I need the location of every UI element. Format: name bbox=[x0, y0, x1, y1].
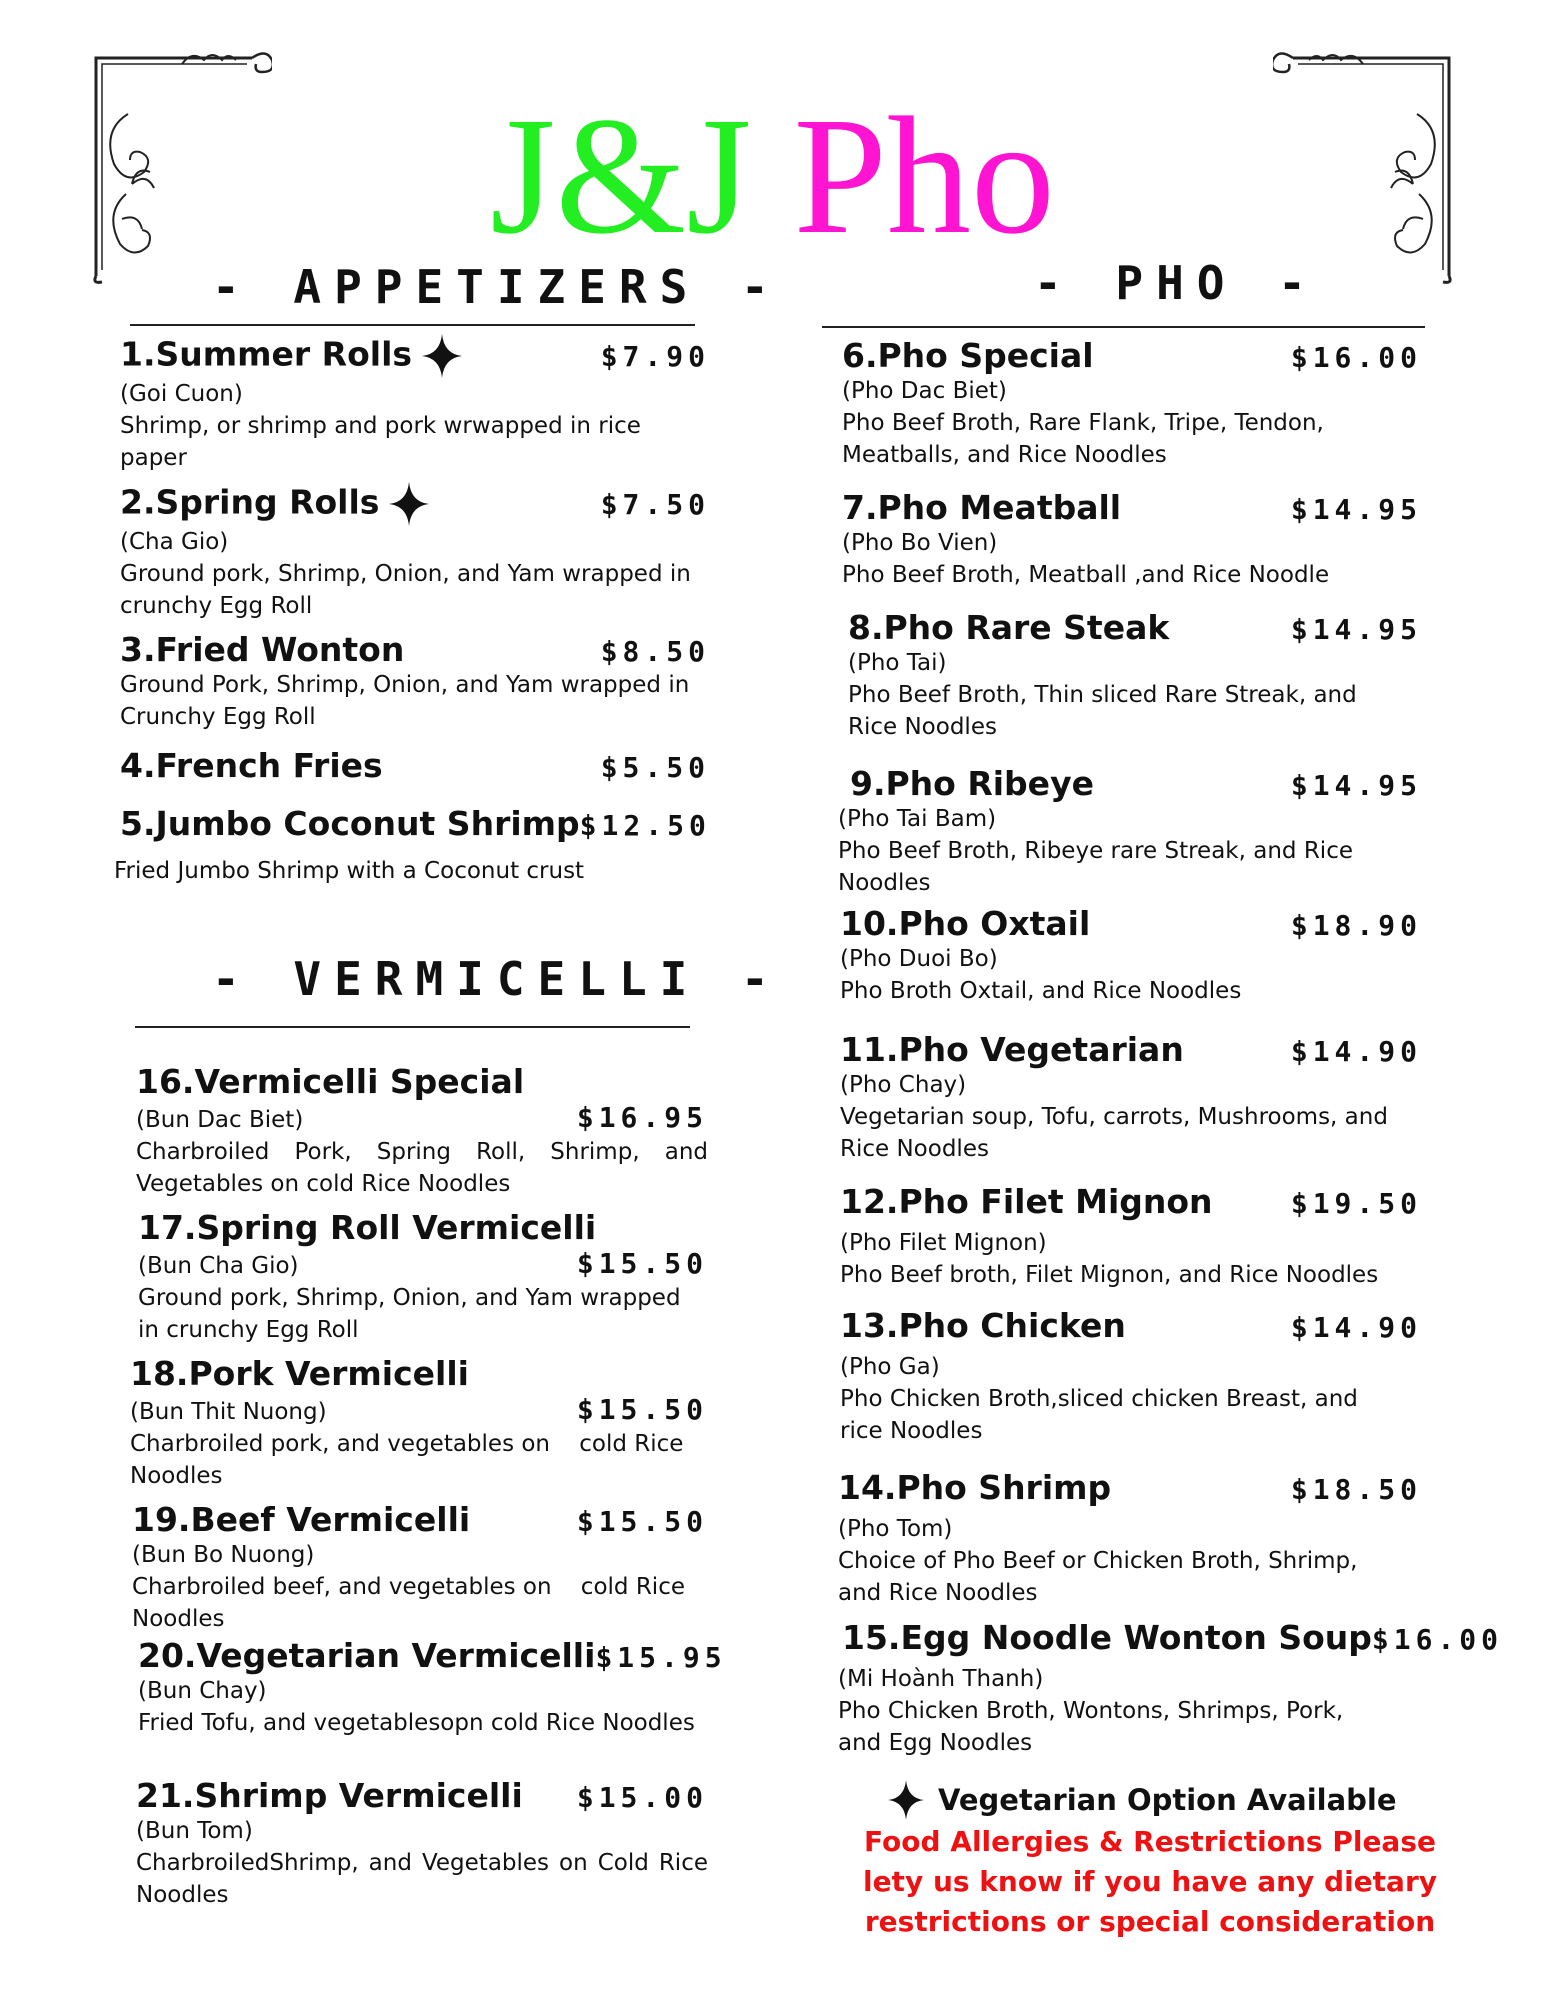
four-point-star-icon bbox=[389, 482, 429, 526]
item-price: $19.50 bbox=[1290, 1187, 1422, 1220]
menu-item-pho-meatball bbox=[842, 488, 1422, 591]
four-point-star-icon bbox=[422, 334, 462, 378]
menu-item-pho-rare-steak bbox=[848, 608, 1422, 743]
menu-item-jumbo-coconut-shrimp bbox=[114, 804, 711, 887]
menu-item-summer-rolls bbox=[120, 334, 710, 474]
item-name: 8.Pho Rare Steak bbox=[848, 608, 1170, 647]
item-description: Fried Tofu, and vegetablesopn cold Rice Noodles bbox=[138, 1710, 695, 1736]
item-description: Charbroiled pork, and vegetables on cold Rice Noodles bbox=[130, 1431, 691, 1489]
item-price: $14.95 bbox=[1290, 769, 1422, 802]
menu-item-spring-rolls bbox=[120, 482, 710, 622]
item-vietnamese-name: (Pho Tai Bam) bbox=[838, 806, 997, 832]
item-price: $14.90 bbox=[1290, 1035, 1422, 1068]
menu-item-pho-special bbox=[842, 336, 1422, 471]
menu-item-spring-roll-vermicelli bbox=[138, 1208, 708, 1346]
item-vietnamese-name: (Goi Cuon) bbox=[120, 381, 243, 407]
menu-item-french-fries bbox=[120, 746, 710, 785]
vegetarian-note-text: Vegetarian Option Available bbox=[938, 1783, 1397, 1817]
vermicelli-divider bbox=[135, 1026, 690, 1028]
item-name: 14.Pho Shrimp bbox=[838, 1468, 1112, 1507]
menu-item-egg-noodle-wonton-soup bbox=[838, 1618, 1504, 1759]
item-price: $14.95 bbox=[1290, 493, 1422, 526]
item-price: $15.95 bbox=[595, 1641, 727, 1674]
item-name: 21.Shrimp Vermicelli bbox=[136, 1776, 523, 1815]
item-price: $16.95 bbox=[576, 1101, 708, 1134]
menu-item-pork-vermicelli bbox=[130, 1354, 708, 1492]
item-name: 18.Pork Vermicelli bbox=[130, 1354, 469, 1393]
item-description: Choice of Pho Beef or Chicken Broth, Shrimp, and Rice Noodles bbox=[838, 1548, 1358, 1606]
item-description: Pho Beef Broth, Ribeye rare Streak, and Rice Noodles bbox=[838, 838, 1353, 896]
item-price: $18.50 bbox=[1290, 1473, 1422, 1506]
item-price: $16.00 bbox=[1371, 1623, 1504, 1656]
menu-item-pho-shrimp bbox=[838, 1468, 1422, 1609]
menu-item-pho-chicken bbox=[840, 1306, 1422, 1447]
item-vietnamese-name: (Mi Hoành Thanh) bbox=[838, 1666, 1044, 1692]
item-price: $16.00 bbox=[1290, 341, 1422, 374]
item-price: $14.90 bbox=[1290, 1311, 1422, 1344]
item-price: $15.50 bbox=[576, 1505, 708, 1538]
item-description: Charbroiled beef, and vegetables on cold Rice Noodles bbox=[132, 1574, 693, 1632]
restaurant-title bbox=[0, 83, 1545, 269]
item-name: 15.Egg Noodle Wonton Soup bbox=[842, 1618, 1372, 1657]
item-description: Charbroiled Pork, Spring Roll, Shrimp, and Vegetables on cold Rice Noodles bbox=[136, 1139, 708, 1197]
item-price: $7.50 bbox=[600, 487, 710, 521]
menu-item-vegetarian-vermicelli bbox=[138, 1636, 727, 1739]
menu-item-vermicelli-special bbox=[136, 1062, 708, 1200]
item-vietnamese-name: (Pho Ga) bbox=[840, 1354, 940, 1380]
item-vietnamese-name: (Pho Dac Biet) bbox=[842, 378, 1007, 404]
menu-item-pho-vegetarian bbox=[840, 1030, 1422, 1165]
item-name: 2.Spring Rolls bbox=[120, 482, 380, 522]
item-name: 10.Pho Oxtail bbox=[840, 904, 1091, 943]
item-description: Pho Beef broth, Filet Mignon, and Rice Noodles bbox=[840, 1262, 1379, 1288]
title-part-pho: Pho bbox=[793, 83, 1055, 269]
item-name: 17.Spring Roll Vermicelli bbox=[138, 1208, 597, 1247]
item-vietnamese-name: (Pho Filet Mignon) bbox=[840, 1230, 1047, 1256]
item-name: 20.Vegetarian Vermicelli bbox=[138, 1636, 596, 1675]
item-vietnamese-name: (Bun Cha Gio) bbox=[138, 1253, 299, 1279]
item-name: 11.Pho Vegetarian bbox=[840, 1030, 1184, 1069]
item-price: $14.95 bbox=[1290, 613, 1422, 646]
menu-item-pho-oxtail bbox=[840, 904, 1422, 1007]
item-description: Fried Jumbo Shrimp with a Coconut crust bbox=[114, 858, 585, 884]
title-part-jj: J&J bbox=[490, 83, 752, 269]
four-point-star-icon bbox=[888, 1780, 924, 1820]
item-name: 6.Pho Special bbox=[842, 336, 1094, 375]
item-description: Ground Pork, Shrimp, Onion, and Yam wrapped in Crunchy Egg Roll bbox=[120, 672, 690, 730]
menu-item-shrimp-vermicelli bbox=[136, 1776, 708, 1911]
appetizers-divider bbox=[130, 324, 695, 326]
menu-item-pho-filet-mignon bbox=[840, 1182, 1422, 1291]
item-price: $5.50 bbox=[600, 751, 710, 784]
item-description: Vegetarian soup, Tofu, carrots, Mushrooms, and Rice Noodles bbox=[840, 1104, 1388, 1162]
item-vietnamese-name: (Pho Duoi Bo) bbox=[840, 946, 998, 972]
menu-item-beef-vermicelli bbox=[132, 1500, 708, 1635]
item-vietnamese-name: (Pho Tom) bbox=[838, 1516, 953, 1542]
item-description: Pho Beef Broth, Meatball ,and Rice Noodle bbox=[842, 562, 1330, 588]
item-description: Pho Chicken Broth,sliced chicken Breast, and rice Noodles bbox=[840, 1386, 1358, 1444]
item-vietnamese-name: (Bun Chay) bbox=[138, 1678, 267, 1704]
item-description: Ground pork, Shrimp, Onion, and Yam wrapped in crunchy Egg Roll bbox=[120, 561, 691, 619]
menu-item-fried-wonton bbox=[120, 630, 710, 733]
item-description: Shrimp, or shrimp and pork wrwapped in rice paper bbox=[120, 413, 641, 471]
item-name: 16.Vermicelli Special bbox=[136, 1062, 525, 1101]
item-name: 7.Pho Meatball bbox=[842, 488, 1122, 527]
item-name: 1.Summer Rolls bbox=[120, 334, 413, 374]
item-name: 9.Pho Ribeye bbox=[850, 764, 1094, 803]
item-description: Pho Chicken Broth, Wontons, Shrimps, Pork, and Egg Noodles bbox=[838, 1698, 1344, 1756]
item-price: $7.90 bbox=[600, 339, 710, 373]
item-price: $15.50 bbox=[576, 1247, 708, 1280]
item-description: Pho Beef Broth, Rare Flank, Tripe, Tendon, Meatballs, and Rice Noodles bbox=[842, 410, 1324, 468]
item-price: $12.50 bbox=[579, 809, 711, 842]
item-vietnamese-name: (Bun Thit Nuong) bbox=[130, 1399, 327, 1425]
section-heading-vermicelli: - VERMICELLI - bbox=[212, 952, 782, 1006]
item-vietnamese-name: (Pho Bo Vien) bbox=[842, 530, 998, 556]
item-price: $15.00 bbox=[576, 1781, 708, 1814]
item-description: Pho Broth Oxtail, and Rice Noodles bbox=[840, 978, 1242, 1004]
item-price: $18.90 bbox=[1290, 909, 1422, 942]
item-name: 19.Beef Vermicelli bbox=[132, 1500, 471, 1539]
item-vietnamese-name: (Bun Bo Nuong) bbox=[132, 1542, 315, 1568]
item-price: $15.50 bbox=[576, 1393, 708, 1426]
menu-item-pho-ribeye bbox=[838, 764, 1422, 899]
section-heading-appetizers: - APPETIZERS - bbox=[212, 260, 782, 314]
item-description: Ground pork, Shrimp, Onion, and Yam wrapped in crunchy Egg Roll bbox=[138, 1285, 681, 1343]
item-name: 5.Jumbo Coconut Shrimp bbox=[120, 804, 580, 843]
item-name: 3.Fried Wonton bbox=[120, 630, 405, 669]
item-vietnamese-name: (Bun Dac Biet) bbox=[136, 1107, 304, 1133]
item-vietnamese-name: (Pho Chay) bbox=[840, 1072, 967, 1098]
item-description: CharbroiledShrimp, and Vegetables on Cold Rice Noodles bbox=[136, 1850, 708, 1908]
item-name: 13.Pho Chicken bbox=[840, 1306, 1126, 1345]
pho-divider bbox=[822, 326, 1425, 328]
item-vietnamese-name: (Bun Tom) bbox=[136, 1818, 253, 1844]
item-description: Pho Beef Broth, Thin sliced Rare Streak, and Rice Noodles bbox=[848, 682, 1357, 740]
allergy-notice: Food Allergies & Restrictions Please lety us know if you have any dietary restrictions or special consideration bbox=[862, 1825, 1438, 1938]
item-name: 4.French Fries bbox=[120, 746, 383, 785]
item-vietnamese-name: (Pho Tai) bbox=[848, 650, 947, 676]
item-name: 12.Pho Filet Mignon bbox=[840, 1182, 1213, 1221]
section-heading-pho: - PHO - bbox=[1034, 256, 1319, 310]
item-price: $8.50 bbox=[600, 635, 710, 668]
item-vietnamese-name: (Cha Gio) bbox=[120, 529, 229, 555]
vegetarian-option-note bbox=[888, 1780, 1397, 1820]
